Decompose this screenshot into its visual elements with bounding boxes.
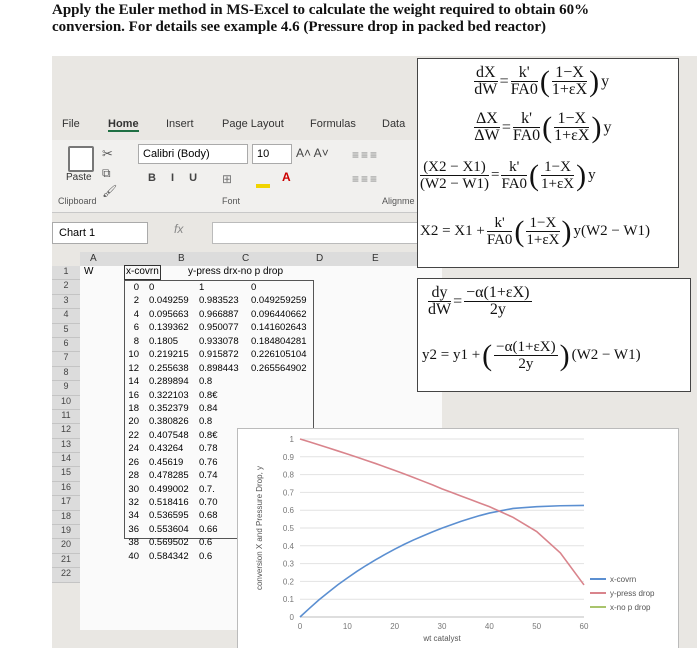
cell-x[interactable]: 0.499002 xyxy=(149,483,189,495)
series-line xyxy=(300,505,584,617)
eq4-k-den: FA0 xyxy=(486,232,513,248)
cell-y[interactable]: 0.8€ xyxy=(199,429,218,441)
y-tick-label: 0 xyxy=(289,613,294,622)
legend-label: y-press drop xyxy=(610,589,655,598)
tab-insert[interactable]: Insert xyxy=(166,118,194,130)
cell-x[interactable]: 0.518416 xyxy=(149,497,189,508)
series-line xyxy=(300,439,584,585)
row-header[interactable]: 1 xyxy=(52,266,80,280)
eq2-k-den: FA0 xyxy=(512,127,541,144)
excel-photo xyxy=(52,56,697,648)
eq6-lhs: y2 = y1 + xyxy=(422,347,481,363)
cell-w[interactable]: 4 xyxy=(133,308,139,320)
format-buttons[interactable]: B I U xyxy=(148,172,204,184)
cell-w[interactable]: 30 xyxy=(128,483,139,495)
cell-w[interactable]: 40 xyxy=(128,550,139,562)
fill-color-icon[interactable] xyxy=(256,184,270,188)
cell-w[interactable]: 2 xyxy=(133,295,139,307)
row-header[interactable]: 21 xyxy=(52,554,80,568)
cell-y[interactable]: 0.70 xyxy=(199,497,218,508)
cell-w[interactable]: 12 xyxy=(128,362,139,374)
cell-x[interactable]: 0.569502 xyxy=(149,537,189,549)
x-tick-label: 60 xyxy=(579,622,589,631)
x-tick-label: 30 xyxy=(437,622,447,631)
row-header[interactable]: 14 xyxy=(52,453,80,467)
cell-x[interactable]: 0.407548 xyxy=(149,429,189,441)
eq2-in-num: 1−X xyxy=(554,111,589,128)
eq1-tail: y xyxy=(601,72,610,90)
x-tick-label: 20 xyxy=(390,622,400,631)
eq5-rhs-num: −α(1+εX) xyxy=(466,284,530,301)
cell-w[interactable]: 26 xyxy=(128,456,139,468)
table-row xyxy=(125,375,313,388)
y-axis-title: conversion X and Pressure Drop, y xyxy=(255,465,264,591)
paste-button[interactable] xyxy=(62,142,98,186)
eq3-in-den: 1+εX xyxy=(541,176,575,192)
cell-c1[interactable]: y-press drx-no p drop xyxy=(188,266,284,277)
cell-w[interactable]: 38 xyxy=(128,537,139,549)
borders-icon[interactable]: ⊞ xyxy=(222,172,233,186)
table-row xyxy=(125,362,313,375)
cell-y[interactable]: 0.68 xyxy=(199,510,218,522)
x-tick-label: 40 xyxy=(484,622,494,631)
scissors-icon[interactable]: ✂ xyxy=(102,146,113,161)
row-header[interactable]: 18 xyxy=(52,511,80,525)
cell-w[interactable]: 10 xyxy=(128,349,139,361)
y-tick-label: 0.9 xyxy=(282,452,294,462)
eq5-rhs-den: 2y xyxy=(489,301,506,318)
row-header[interactable]: 12 xyxy=(52,424,80,438)
eq6-in-den: 2y xyxy=(518,356,534,372)
row-header[interactable]: 4 xyxy=(52,309,80,323)
row-header[interactable]: 7 xyxy=(52,352,80,366)
y-tick-label: 0.7 xyxy=(282,488,294,498)
column-headers xyxy=(80,252,442,266)
row-header[interactable]: 16 xyxy=(52,482,80,496)
table-row xyxy=(125,389,313,402)
legend-label: x-no p drop xyxy=(610,603,651,612)
eq4-in-num: 1−X xyxy=(526,215,559,232)
row-header[interactable]: 10 xyxy=(52,396,80,410)
cell-d[interactable]: 0.049259259 xyxy=(251,295,307,307)
cell-y[interactable]: 0.66 xyxy=(199,523,218,535)
cell-y[interactable]: 0.898443 xyxy=(199,362,239,374)
cell-w[interactable]: 8 xyxy=(133,335,139,347)
eq3-lhs-den: (W2 − W1) xyxy=(420,176,489,192)
row-header[interactable]: 11 xyxy=(52,410,80,424)
cell-y[interactable]: 0.966887 xyxy=(199,308,239,320)
equation-6: y2 = y1 + ( $\frac{-\alpha(1+\varepsilon X)}{2y}$ ) (W2 − W1) xyxy=(422,338,641,372)
cell-y[interactable]: 0.76 xyxy=(199,456,218,468)
fx-icon[interactable]: fx xyxy=(174,222,184,236)
y-tick-label: 0.3 xyxy=(282,559,294,569)
eq6-in-num: −α(1+εX) xyxy=(496,339,556,355)
cell-x[interactable]: 0.289894 xyxy=(149,376,189,388)
cell-w[interactable]: 34 xyxy=(128,510,139,522)
paste-label: Paste xyxy=(66,172,92,183)
table-row xyxy=(125,348,313,361)
eq1-lhs-num: dX xyxy=(476,64,496,81)
row-header[interactable]: 20 xyxy=(52,539,80,553)
cell-y[interactable]: 0.6 xyxy=(199,537,213,549)
tab-page-layout[interactable]: Page Layout xyxy=(222,118,284,130)
cell-w[interactable]: 20 xyxy=(128,416,139,428)
eq3-k-den: FA0 xyxy=(501,176,528,192)
cell-y[interactable]: 0.84 xyxy=(199,402,218,414)
cell-x[interactable]: 0.478285 xyxy=(149,470,189,482)
cell-d[interactable]: 0.265564902 xyxy=(251,362,307,374)
row-header[interactable]: 17 xyxy=(52,496,80,510)
cell-d[interactable]: 0.096440662 xyxy=(251,308,307,320)
cell-x[interactable]: 0.553604 xyxy=(149,523,189,535)
alignment-group-label: Alignme xyxy=(382,196,415,206)
y-tick-label: 0.2 xyxy=(282,577,294,587)
clipboard-icon xyxy=(68,146,94,172)
y-tick-label: 1 xyxy=(289,435,294,444)
eq6-tail: (W2 − W1) xyxy=(571,347,641,363)
cell-y[interactable]: 0.74 xyxy=(199,470,218,482)
eq2-k-num: k' xyxy=(513,111,540,128)
eq4-in-den: 1+εX xyxy=(526,232,560,248)
copy-icon[interactable]: ⧉ xyxy=(102,166,111,180)
col-header-d[interactable]: D xyxy=(316,253,324,264)
line-chart[interactable] xyxy=(238,429,678,648)
eq3-k-num: k' xyxy=(501,159,527,176)
eq2-lhs-den: ΔW xyxy=(474,127,500,144)
cell-x[interactable]: 0.1805 xyxy=(149,335,179,347)
cell-w[interactable]: 18 xyxy=(128,402,139,414)
cell-x[interactable]: 0.322103 xyxy=(149,389,189,401)
cell-x[interactable]: 0.352379 xyxy=(149,402,189,414)
format-painter-icon[interactable]: 🖌 xyxy=(102,184,118,198)
row-header[interactable]: 22 xyxy=(52,568,80,582)
home-ribbon xyxy=(52,140,442,213)
x-tick-label: 0 xyxy=(297,622,303,631)
font-color-icon[interactable]: A xyxy=(282,170,291,184)
cell-x[interactable]: 0.139362 xyxy=(149,322,189,334)
formula-bar[interactable] xyxy=(212,222,444,244)
eq1-lhs-den: dW xyxy=(474,81,498,98)
cell-w[interactable]: 32 xyxy=(128,497,139,508)
eq2-lhs-num: ΔX xyxy=(476,110,498,127)
cell-x[interactable]: 0.584342 xyxy=(149,550,189,562)
cell-x[interactable]: 0.45619 xyxy=(149,456,184,468)
tab-home[interactable]: Home xyxy=(108,118,139,130)
x-axis-title: wt catalyst xyxy=(423,634,461,643)
chart-area[interactable] xyxy=(237,428,679,648)
table-row xyxy=(125,415,313,428)
cell-y[interactable]: 0.78 xyxy=(199,443,218,455)
grow-font-icon[interactable]: A˄ A˅ xyxy=(296,146,329,160)
cell-w[interactable]: 16 xyxy=(128,389,139,401)
y-tick-label: 0.8 xyxy=(282,470,294,480)
eq1-k-num: k' xyxy=(511,65,538,82)
table-row xyxy=(125,281,313,294)
cell-d[interactable]: 0 xyxy=(251,282,257,293)
col-header-a[interactable]: A xyxy=(90,253,97,264)
cell-x[interactable]: 0.43264 xyxy=(149,443,184,455)
cell-x[interactable]: 0.095663 xyxy=(149,308,189,320)
cell-y[interactable]: 0.6 xyxy=(199,550,213,562)
col-header-c[interactable]: C xyxy=(242,253,250,264)
row-header[interactable]: 3 xyxy=(52,295,80,309)
cell-y[interactable]: 0.8 xyxy=(199,416,213,428)
cell-d[interactable]: 0.226105104 xyxy=(251,349,307,361)
row-header[interactable]: 8 xyxy=(52,367,80,381)
equation-3: $\frac{(X2 - X1)}{(W2 - W1)}$ = $\frac{k'}{FA0}$ ( $\frac{1-X}{1+\varepsilon X}$ ) y xyxy=(420,158,596,192)
pressure-equations-panel xyxy=(417,278,691,392)
euler-equations-panel xyxy=(417,58,679,268)
row-header[interactable]: 15 xyxy=(52,467,80,481)
row-header[interactable]: 19 xyxy=(52,525,80,539)
font-name-dropdown[interactable]: Calibri (Body) xyxy=(138,144,248,164)
question-text: Apply the Euler method in MS-Excel to calculate the weight required to obtain 60% conversion. For details see example 4.6 (Pressure drop in packed bed reactor) xyxy=(52,2,590,35)
eq4-k-num: k' xyxy=(487,215,513,232)
name-box[interactable]: Chart 1 xyxy=(52,222,148,244)
cell-y[interactable]: 0.7. xyxy=(199,483,215,495)
y-tick-label: 0.4 xyxy=(282,541,294,551)
eq3-lhs-num: (X2 − X1) xyxy=(420,159,489,176)
row-headers xyxy=(52,266,80,583)
equation-5: $\frac{dy}{dW}$ = $\frac{-\alpha(1+\varepsilon X)}{2y}$ xyxy=(428,284,530,318)
align-top-icons[interactable]: ≡≡≡ xyxy=(352,148,380,162)
clipboard-group-label: Clipboard xyxy=(58,196,97,206)
y-tick-label: 0.1 xyxy=(282,595,294,605)
cell-x[interactable]: 0.380826 xyxy=(149,416,189,428)
equation-2: $\frac{\Delta X}{\Delta W}$ = $\frac{k'}{FA0}$ ( $\frac{1-X}{1+\varepsilon X}$ ) y xyxy=(474,110,612,144)
cell-w[interactable]: 0 xyxy=(133,282,139,293)
cell-y[interactable]: 0.983523 xyxy=(199,295,239,307)
x-tick-label: 10 xyxy=(342,622,352,631)
cell-x[interactable]: 0.255638 xyxy=(149,362,189,374)
cell-y[interactable]: 0.915872 xyxy=(199,349,239,361)
font-size-dropdown[interactable]: 10 xyxy=(252,144,292,164)
col-header-b[interactable]: B xyxy=(178,253,185,264)
align-horizontal-icons[interactable]: ≡≡≡ xyxy=(352,172,380,186)
cell-x[interactable]: 0.536595 xyxy=(149,510,189,522)
font-group-label: Font xyxy=(222,196,241,206)
cell-x[interactable]: 0.049259 xyxy=(149,295,189,307)
tab-data[interactable]: Data xyxy=(382,118,406,130)
cell-d[interactable]: 0.141602643 xyxy=(251,322,307,334)
row-header[interactable]: 2 xyxy=(52,280,80,294)
cell-w[interactable]: 28 xyxy=(128,470,139,482)
table-row xyxy=(125,335,313,348)
cell-b1[interactable]: x-covrn xyxy=(124,265,161,280)
table-row xyxy=(125,402,313,415)
eq5-lhs-num: dy xyxy=(428,285,451,302)
row-header[interactable]: 6 xyxy=(52,338,80,352)
y-tick-label: 0.6 xyxy=(282,506,294,516)
eq4-tail: y(W2 − W1) xyxy=(573,223,650,239)
row-header[interactable]: 5 xyxy=(52,324,80,338)
cell-w[interactable]: 36 xyxy=(128,523,139,535)
cell-y[interactable]: 0.933078 xyxy=(199,335,239,347)
equation-1: $\frac{dX}{dW}$ = $\frac{k'}{FA0}$ ( $\frac{1-X}{1+\varepsilon X}$ ) y xyxy=(474,64,610,98)
eq5-lhs-den: dW xyxy=(428,301,452,318)
eq3-in-num: 1−X xyxy=(541,159,574,176)
cell-y[interactable]: 1 xyxy=(199,282,205,293)
eq2-in-den: 1+εX xyxy=(554,127,590,144)
cell-a1[interactable]: W xyxy=(84,266,94,277)
cell-d[interactable]: 0.184804281 xyxy=(251,335,307,347)
cell-w[interactable]: 24 xyxy=(128,443,139,455)
cell-x[interactable]: 0.219215 xyxy=(149,349,189,361)
cell-w[interactable]: 22 xyxy=(128,429,139,441)
table-row xyxy=(125,321,313,334)
table-row xyxy=(125,308,313,321)
cell-y[interactable]: 0.8€ xyxy=(199,389,218,401)
cell-w[interactable]: 14 xyxy=(128,376,139,388)
cell-y[interactable]: 0.8 xyxy=(199,376,213,388)
cell-x[interactable]: 0 xyxy=(149,282,155,293)
legend-label: x-covrn xyxy=(610,575,637,584)
y-tick-label: 0.5 xyxy=(282,524,294,533)
row-header[interactable]: 13 xyxy=(52,439,80,453)
eq1-in-num: 1−X xyxy=(552,65,587,82)
tab-file[interactable]: File xyxy=(62,118,80,130)
tab-formulas[interactable]: Formulas xyxy=(310,118,356,130)
col-header-e[interactable]: E xyxy=(372,253,379,264)
eq2-tail: y xyxy=(603,118,612,136)
eq1-in-den: 1+εX xyxy=(551,81,588,98)
cell-w[interactable]: 6 xyxy=(133,322,139,334)
x-tick-label: 50 xyxy=(532,622,542,631)
table-row xyxy=(125,294,313,307)
eq1-k-den: FA0 xyxy=(510,81,538,98)
equation-4: X2 = X1 + $\frac{k'}{FA0}$ ( $\frac{1-X}{1+\varepsilon X}$ ) y(W2 − W1) xyxy=(420,214,650,248)
ribbon-tabs xyxy=(52,114,442,136)
row-header[interactable]: 9 xyxy=(52,381,80,395)
cell-y[interactable]: 0.950077 xyxy=(199,322,239,334)
eq4-lhs: X2 = X1 + xyxy=(420,223,485,239)
eq3-tail: y xyxy=(588,167,596,183)
